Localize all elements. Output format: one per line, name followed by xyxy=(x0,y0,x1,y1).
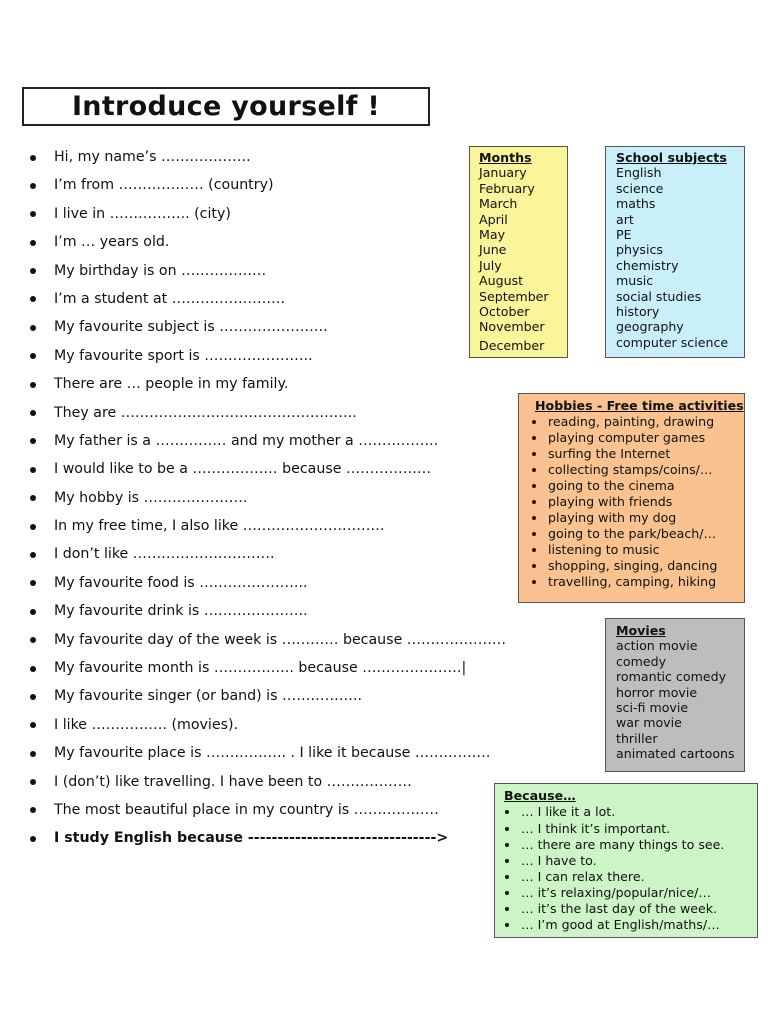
question-item: I’m from ……………… (country) xyxy=(30,171,590,199)
hobby-item: collecting stamps/coins/… xyxy=(526,462,744,478)
question-item: My favourite drink is …………………. xyxy=(30,597,590,625)
question-item-final: I study English because --------------------------------> xyxy=(30,824,590,852)
title-box xyxy=(22,87,430,126)
hobby-item: shopping, singing, dancing xyxy=(526,558,744,574)
movies-panel xyxy=(605,618,745,772)
month-item: January xyxy=(479,165,527,181)
movies-list xyxy=(616,638,744,761)
question-item: My favourite singer (or band) is …………….. xyxy=(30,682,590,710)
because-item: … it’s the last day of the week. xyxy=(499,901,757,917)
because-item: … I’m good at English/maths/… xyxy=(499,917,757,933)
hobby-item: going to the park/beach/… xyxy=(526,526,744,542)
question-item: My favourite sport is ………………….. xyxy=(30,342,590,370)
month-item: May xyxy=(479,227,506,243)
because-list xyxy=(499,804,757,933)
question-item: I’m … years old. xyxy=(30,228,590,256)
movie-item: action movie xyxy=(616,638,698,654)
month-item: February xyxy=(479,180,535,196)
school-subjects-list xyxy=(616,165,744,350)
question-item: I don’t like ………………………… xyxy=(30,540,590,568)
hobby-item: travelling, camping, hiking xyxy=(526,574,744,590)
movie-item: comedy xyxy=(616,653,667,669)
movie-item: horror movie xyxy=(616,684,698,700)
movie-item: sci-fi movie xyxy=(616,700,689,716)
hobbies-heading: Hobbies - Free time activities xyxy=(535,398,744,413)
because-heading: Because… xyxy=(504,788,576,803)
school-subjects-heading: School subjects xyxy=(616,150,727,165)
school-subjects-panel xyxy=(605,146,745,358)
question-item: I like ……………. (movies). xyxy=(30,711,590,739)
month-item: August xyxy=(479,273,524,289)
question-item: My birthday is on ……………… xyxy=(30,257,590,285)
hobby-item: reading, painting, drawing xyxy=(526,414,744,430)
question-item: I (don’t) like travelling. I have been to ……………… xyxy=(30,768,590,796)
question-item: My favourite food is ………………….. xyxy=(30,569,590,597)
month-item: November xyxy=(479,319,545,335)
subject-item: maths xyxy=(616,196,656,212)
question-item: I’m a student at …………………… xyxy=(30,285,590,313)
subject-item: science xyxy=(616,180,664,196)
subject-item: physics xyxy=(616,242,663,258)
question-item: Hi, my name’s ………………. xyxy=(30,143,590,171)
because-item: … I think it’s important. xyxy=(499,821,757,837)
hobby-item: surfing the Internet xyxy=(526,446,744,462)
movies-heading: Movies xyxy=(616,623,666,638)
movie-item: romantic comedy xyxy=(616,669,727,685)
month-item: July xyxy=(479,257,502,273)
subject-item: social studies xyxy=(616,288,702,304)
question-item: They are ………………………………………….. xyxy=(30,399,590,427)
subject-item: geography xyxy=(616,319,684,335)
months-panel xyxy=(469,146,568,358)
question-item: My favourite subject is ………………….. xyxy=(30,313,590,341)
hobbies-panel xyxy=(518,393,745,603)
question-item: The most beautiful place in my country is ……………… xyxy=(30,796,590,824)
question-item: There are … people in my family. xyxy=(30,370,590,398)
because-item: … I can relax there. xyxy=(499,869,757,885)
months-heading: Months xyxy=(479,150,532,165)
page-title: Introduce yourself ! xyxy=(71,91,381,122)
movie-item: thriller xyxy=(616,730,658,746)
hobby-item: going to the cinema xyxy=(526,478,744,494)
subject-item: music xyxy=(616,273,654,289)
subject-item: art xyxy=(616,211,634,227)
subject-item: English xyxy=(616,165,662,181)
question-item: My favourite place is …………….. . I like it because ……………. xyxy=(30,739,590,767)
because-item: … I like it a lot. xyxy=(499,804,757,820)
because-item: … there are many things to see. xyxy=(499,837,757,853)
hobby-item: playing computer games xyxy=(526,430,744,446)
movie-item: animated cartoons xyxy=(616,746,735,762)
months-list xyxy=(479,165,567,353)
subject-item: chemistry xyxy=(616,257,679,273)
month-item: December xyxy=(479,337,545,353)
because-panel xyxy=(494,783,758,938)
question-item: My hobby is …………………. xyxy=(30,484,590,512)
question-item: My favourite month is …………….. because …………………| xyxy=(30,654,590,682)
question-item: My father is a …………… and my mother a …………….. xyxy=(30,427,590,455)
question-item: My favourite day of the week is ………… because ………………… xyxy=(30,626,590,654)
movie-item: war movie xyxy=(616,715,682,731)
subject-item: computer science xyxy=(616,334,729,350)
hobbies-list xyxy=(526,414,744,590)
hobby-item: playing with my dog xyxy=(526,510,744,526)
question-item: I would like to be a ……………… because ……………… xyxy=(30,455,590,483)
question-item: In my free time, I also like ………………………… xyxy=(30,512,590,540)
hobby-item: playing with friends xyxy=(526,494,744,510)
month-item: September xyxy=(479,288,549,304)
because-item: … I have to. xyxy=(499,853,757,869)
subject-item: history xyxy=(616,304,660,320)
month-item: October xyxy=(479,304,530,320)
subject-item: PE xyxy=(616,227,632,243)
month-item: April xyxy=(479,211,508,227)
month-item: March xyxy=(479,196,518,212)
hobby-item: listening to music xyxy=(526,542,744,558)
because-item: … it’s relaxing/popular/nice/… xyxy=(499,885,757,901)
question-item: I live in …………….. (city) xyxy=(30,200,590,228)
month-item: June xyxy=(479,242,507,258)
